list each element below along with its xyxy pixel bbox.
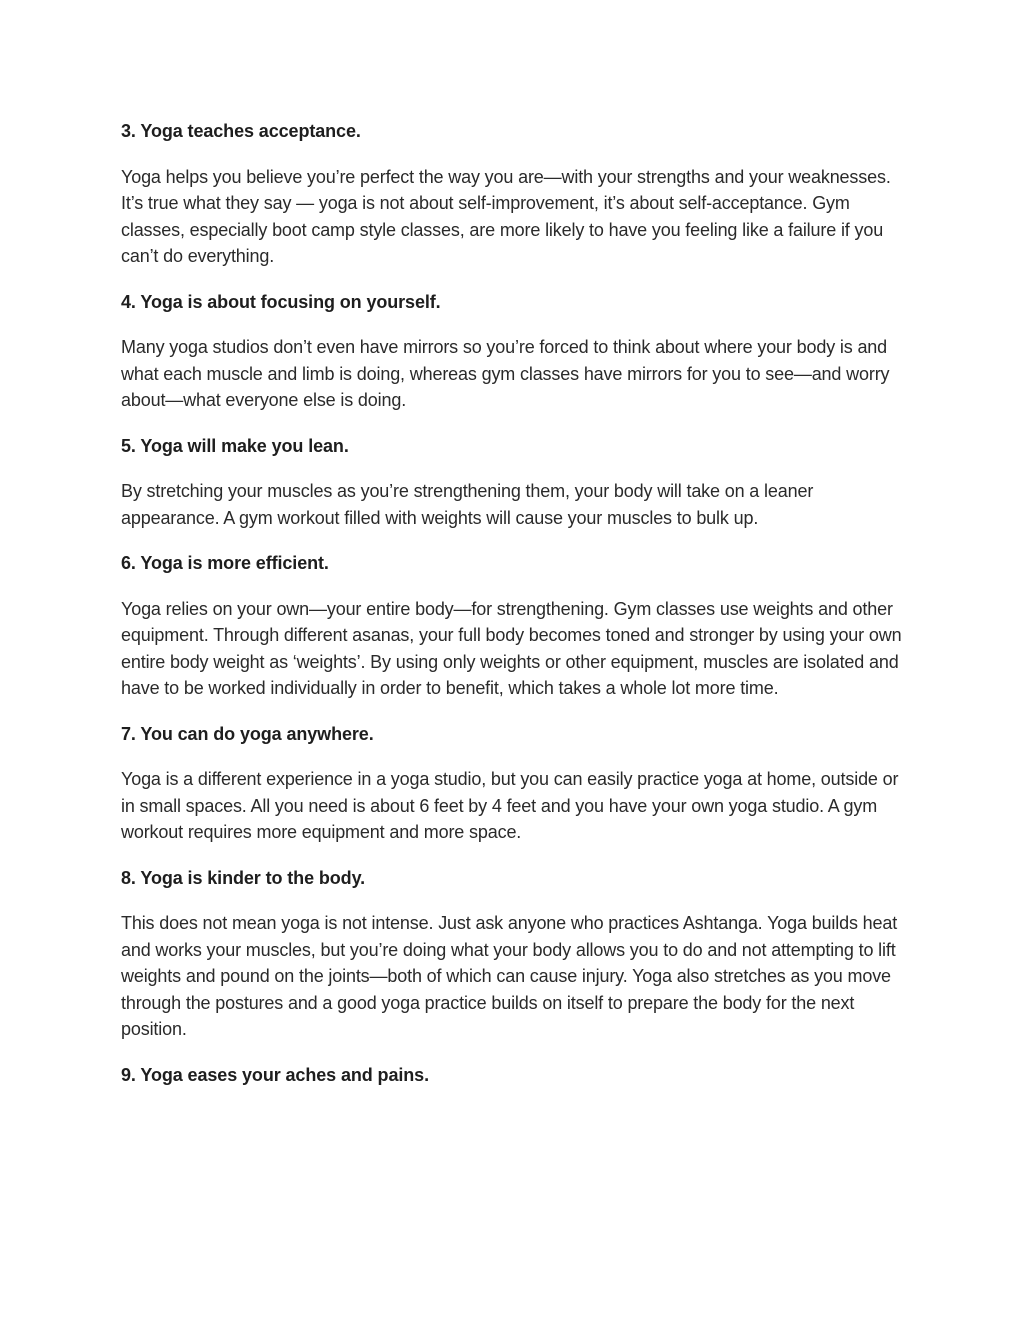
section-9 xyxy=(121,1062,911,1089)
section-heading: 7. You can do yoga anywhere. xyxy=(121,723,374,744)
section-3 xyxy=(121,118,911,270)
section-heading: 3. Yoga teaches acceptance. xyxy=(121,121,361,141)
section-5 xyxy=(121,433,911,532)
document-content xyxy=(121,118,911,1107)
section-6 xyxy=(121,550,911,702)
section-heading: 8. Yoga is kinder to the body. xyxy=(121,867,366,888)
section-heading: 5. Yoga will make you lean. xyxy=(121,435,349,456)
section-4 xyxy=(121,289,911,414)
section-heading: 4. Yoga is about focusing on yourself. xyxy=(121,291,441,312)
section-paragraph: Many yoga studios don’t even have mirrors so you’re forced to think about where your body is and what each muscle and limb is doing, whereas gym classes have mirrors for you to see—and worry about—what everyone else is doing. xyxy=(121,337,890,410)
section-paragraph: Yoga helps you believe you’re perfect the way you are—with your strengths and your weaknesses. It’s true what they say — yoga is not about self-improvement, it’s about self-acceptance. Gym classes, especially boot camp style classes, are more likely to have you feeling like a failure if you can’t do everything. xyxy=(121,166,891,266)
section-paragraph: This does not mean yoga is not intense. Just ask anyone who practices Ashtanga. Yoga builds heat and works your muscles, but you’re doing what your body allows you to do and not attempting to lift weights and pound on the joints—both of which can cause injury. Yoga also stretches as you move through the postures and a good yoga practice builds on itself to prepare the body for the next position. xyxy=(121,913,898,1039)
section-paragraph: Yoga is a different experience in a yoga studio, but you can easily practice yoga at home, outside or in small spaces. All you need is about 6 feet by 4 feet and you have your own yoga studio. A gym workout requires more equipment and more space. xyxy=(121,769,899,842)
section-8 xyxy=(121,865,911,1043)
section-paragraph: By stretching your muscles as you’re strengthening them, your body will take on a leaner appearance. A gym workout filled with weights will cause your muscles to bulk up. xyxy=(121,481,814,528)
section-heading: 9. Yoga eases your aches and pains. xyxy=(121,1064,429,1085)
section-heading: 6. Yoga is more efficient. xyxy=(121,553,329,573)
section-7 xyxy=(121,721,911,846)
section-paragraph: Yoga relies on your own—your entire body—for strengthening. Gym classes use weights and other equipment. Through different asanas, your full body becomes toned and stronger by using your own entire body weight as ‘weights’. By using only weights or other equipment, muscles are isolated and have to be worked individually in order to benefit, which takes a whole lot more time. xyxy=(121,598,902,698)
